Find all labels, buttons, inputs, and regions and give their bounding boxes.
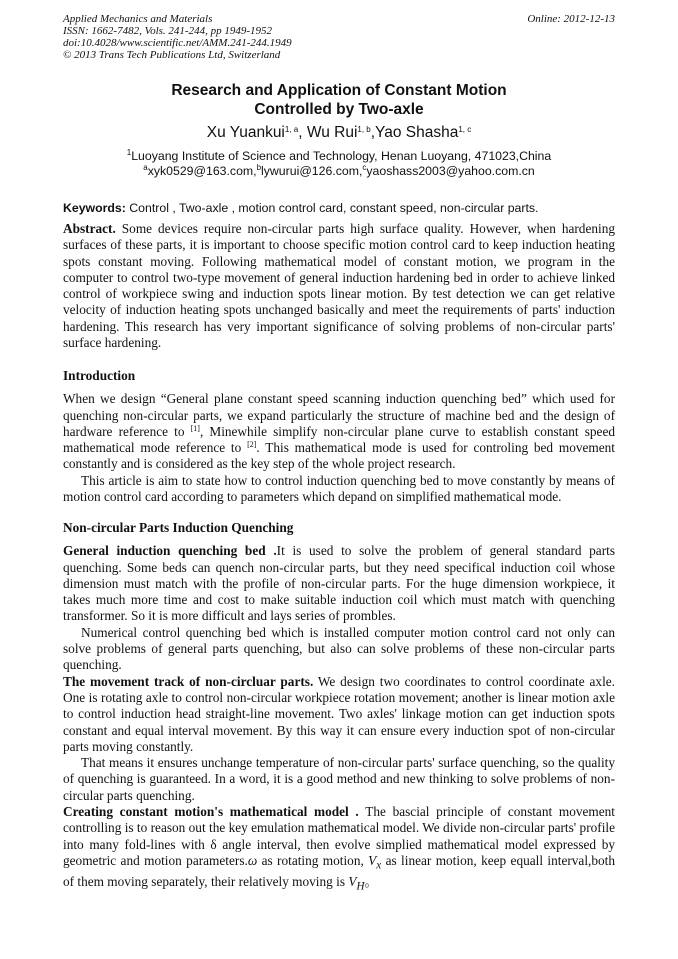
- email[interactable]: yaoshass2003@yahoo.com.cn: [366, 164, 535, 178]
- paragraph: [63, 543, 615, 624]
- author-sup: 1, a: [284, 125, 299, 134]
- run-in-heading: General induction quenching bed .: [63, 543, 277, 559]
- abstract-text: Some devices require non-circular parts high surface quality. However, when hardening surfaces of these parts, it is important to choose specific motion control card to keep induction heating spots constant moving. Following mathematical model of constant motion, we program in the computer to control two-type movement of general induction hardening bed in order to achieve linked control of workpiece swing and induction spots linear motion. By test detection we can get relative velocity of induction heating spots unchanged basically and meet the requirements of parts' induction hardening. This research has very important significance of solving problems of non-circular parts' surface hardening.: [63, 221, 615, 351]
- text: The bascial principle of constant movement controlling is to reason out the key emulation mathematical model. We divide non-circular parts' profile into many fold-lines with δ angle interval, then evolve simplied mathematical model expressed by geometric and motion parameters.: [63, 804, 615, 868]
- keywords-text: Control , Two-axle , motion control card, constant speed, non-circular parts.: [125, 201, 539, 215]
- emails: [0, 164, 678, 179]
- text: 。: [364, 873, 378, 889]
- author-sup: 1, b: [357, 125, 371, 134]
- paragraph: [63, 391, 615, 472]
- keywords-label: Keywords:: [63, 201, 126, 215]
- math-vh: V: [348, 873, 357, 889]
- author-sup: 1, c: [458, 125, 472, 134]
- copyright: © 2013 Trans Tech Publications Ltd, Switzerland: [63, 49, 281, 61]
- email[interactable]: lywurui@126.com,: [261, 164, 363, 178]
- author: , Wu Rui: [298, 124, 358, 141]
- doi: doi:10.4028/www.scientific.net/AMM.241-244.1949: [63, 37, 292, 49]
- text: It is used to solve the problem of general standard parts quenching. Some beds can quench non-circular parts, but they need specifical induction coil whose dimension must match with the profile of non-circular parts. For the huge dimension workpiece, it takes much more time and cost to make suitable induction coil which must match with quenching transformer. So it is more difficult and lays series of prombles.: [63, 543, 616, 624]
- paragraph: [63, 804, 615, 895]
- math-omega: ω: [247, 852, 258, 868]
- math-sub: H: [356, 880, 365, 893]
- text: as rotating motion,: [257, 852, 369, 868]
- email-sup: c: [362, 163, 367, 172]
- keywords: [63, 200, 615, 216]
- author: Xu Yuankui: [206, 124, 285, 141]
- section-heading: Introduction: [63, 368, 136, 383]
- journal-header: [63, 13, 292, 61]
- title-line: Research and Application of Constant Motion: [171, 82, 507, 99]
- citation[interactable]: [2]: [247, 440, 257, 450]
- affiliation: Luoyang Institute of Science and Technology, Henan Luoyang, 471023,China: [131, 149, 552, 163]
- journal-name: Applied Mechanics and Materials: [63, 13, 213, 25]
- author: ,Yao Shasha: [370, 124, 459, 141]
- paragraph: Numerical control quenching bed which is installed computer motion control card not only can solve problems of general parts quenching, but also can solve problems of these non-circular parts quenching.: [63, 624, 615, 673]
- email-sup: a: [143, 163, 148, 172]
- title-line: Controlled by Two-axle: [254, 101, 424, 118]
- text: as linear motion, keep equall interval,both of them moving separately, their relatively moving is: [63, 852, 615, 889]
- section-heading: Non-circular Parts Induction Quenching: [63, 520, 294, 535]
- paragraph: This article is aim to state how to control induction quenching bed to move constantly by means of motion control card according to parameters which depand on simplified mathematical mode.: [63, 472, 615, 505]
- text: . This mathematical mode is used for controling bed movement constantly and is considered as the key step of the whole project research.: [63, 440, 615, 472]
- citation[interactable]: [1]: [190, 423, 200, 433]
- math-sub: x: [376, 859, 382, 872]
- run-in-heading: Creating constant motion's mathematical model .: [63, 804, 359, 820]
- abstract: [63, 221, 615, 351]
- online-date: Online: 2012-12-13: [527, 13, 615, 25]
- issn: ISSN: 1662-7482, Vols. 241-244, pp 1949-1952: [63, 25, 272, 37]
- abstract-label: Abstract.: [63, 221, 116, 236]
- run-in-heading: The movement track of non-circluar parts.: [63, 673, 314, 689]
- affiliations: [0, 149, 678, 179]
- text: When we design “General plane constant speed scanning induction quenching bed” which used for quenching non-circular parts, we expand particularly the structure of machine bed and the design of hardware reference to: [63, 391, 615, 439]
- email-sup: b: [256, 163, 262, 172]
- paragraph: [63, 674, 615, 755]
- math-vx: V: [368, 852, 377, 868]
- introduction-section: [63, 368, 615, 505]
- text: , Minewhile simplify non-circular plane curve to establish constant speed mathematical mode reference to: [63, 423, 616, 456]
- email[interactable]: xyk0529@163.com,: [147, 164, 257, 178]
- authors: [0, 123, 678, 143]
- paragraph: That means it ensures unchange temperature of non-circular parts' surface quenching, so the quality of quenching is guaranteed. In a word, it is a good method and new thinking to solve problems of non-circular parts quenching.: [63, 755, 615, 803]
- noncircular-section: [63, 520, 615, 895]
- aff-sup: 1: [126, 148, 132, 157]
- text: We design two coordinates to control coordinate axle. One is rotating axle to control non-circular workpiece rotation movement; another is linear motion axle to control induction head straight-line movement. Two axles' linkage motion can get induction spots constant and equal interval movement. By this way it can ensure every induction spot of non-circular parts moving constantly.: [63, 673, 615, 754]
- paper-title: [0, 81, 678, 119]
